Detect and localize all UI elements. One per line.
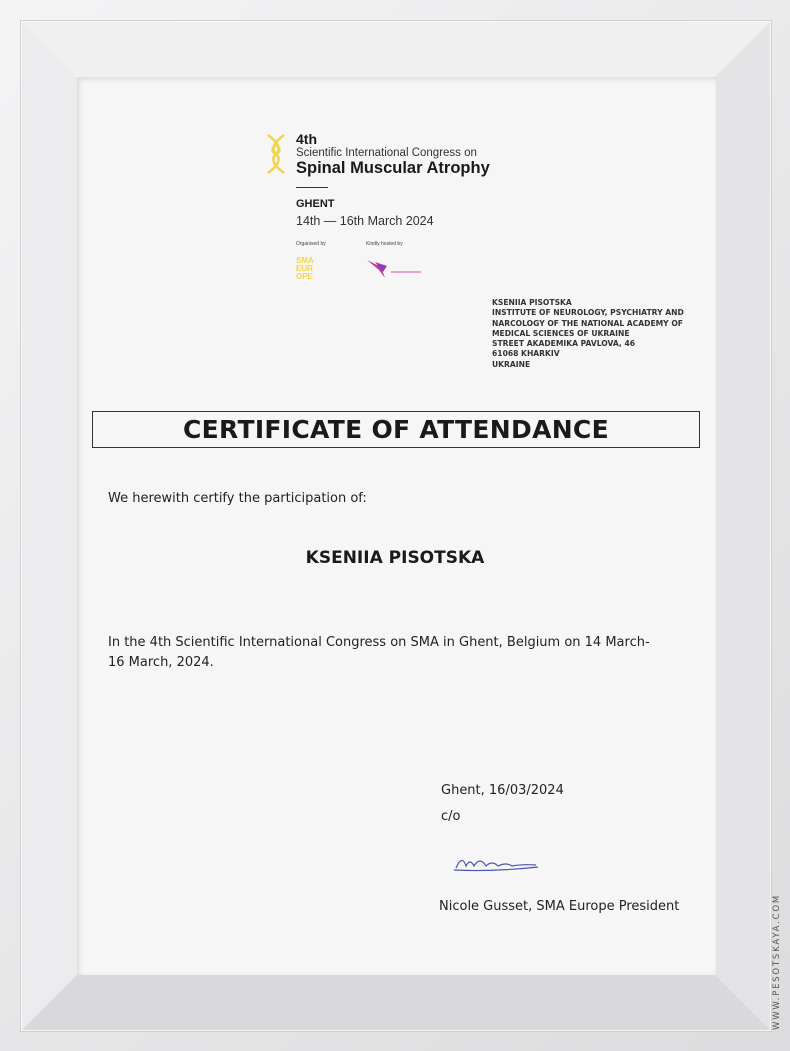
host-bird-logo-icon [365,258,425,280]
address-line: UKRAINE [492,359,531,369]
certificate-title: CERTIFICATE OF ATTENDANCE [92,411,700,448]
care-of: c/o [441,809,461,824]
body-line-2: 16 March, 2024. [108,655,214,670]
congress-dates: 14th — 16th March 2024 [296,214,434,228]
sma-europe-logo: SMA EUR OPE [296,256,314,281]
intro-text: We herewith certify the participation of: [108,491,367,506]
signatory: Nicole Gusset, SMA Europe President [439,899,680,914]
congress-dna-logo-icon [265,133,287,175]
address-line: STREET AKADEMIKA PAVLOVA, 46 [492,339,636,349]
place-date: Ghent, 16/03/2024 [441,783,564,798]
organised-label: Organised by [296,241,326,247]
congress-edition: 4th [296,131,317,147]
address-line: 61068 KHARKIV [492,349,560,359]
body-line-1: In the 4th Scientific International Congress on SMA in Ghent, Belgium on 14 March- [108,635,650,650]
recipient-address [492,298,684,370]
congress-city: GHENT [296,198,335,210]
divider [296,187,328,188]
address-line: KSENIIA PISOTSKA [492,298,572,307]
watermark: WWW.PESOTSKAYA.COM [772,894,782,1030]
signature-icon [452,852,542,876]
address-line: MEDICAL SCIENCES OF UKRAINE [492,328,630,338]
congress-name: Spinal Muscular Atrophy [296,159,490,177]
certificate-paper [77,77,716,975]
congress-subtitle: Scientific International Congress on [296,147,477,159]
address-line: INSTITUTE OF NEUROLOGY, PSYCHIATRY AND [492,308,684,318]
participant-name: KSENIIA PISOTSKA [305,548,485,568]
hosted-label: Kindly hosted by [366,241,403,247]
address-line: NARCOLOGY OF THE NATIONAL ACADEMY OF [492,318,683,328]
